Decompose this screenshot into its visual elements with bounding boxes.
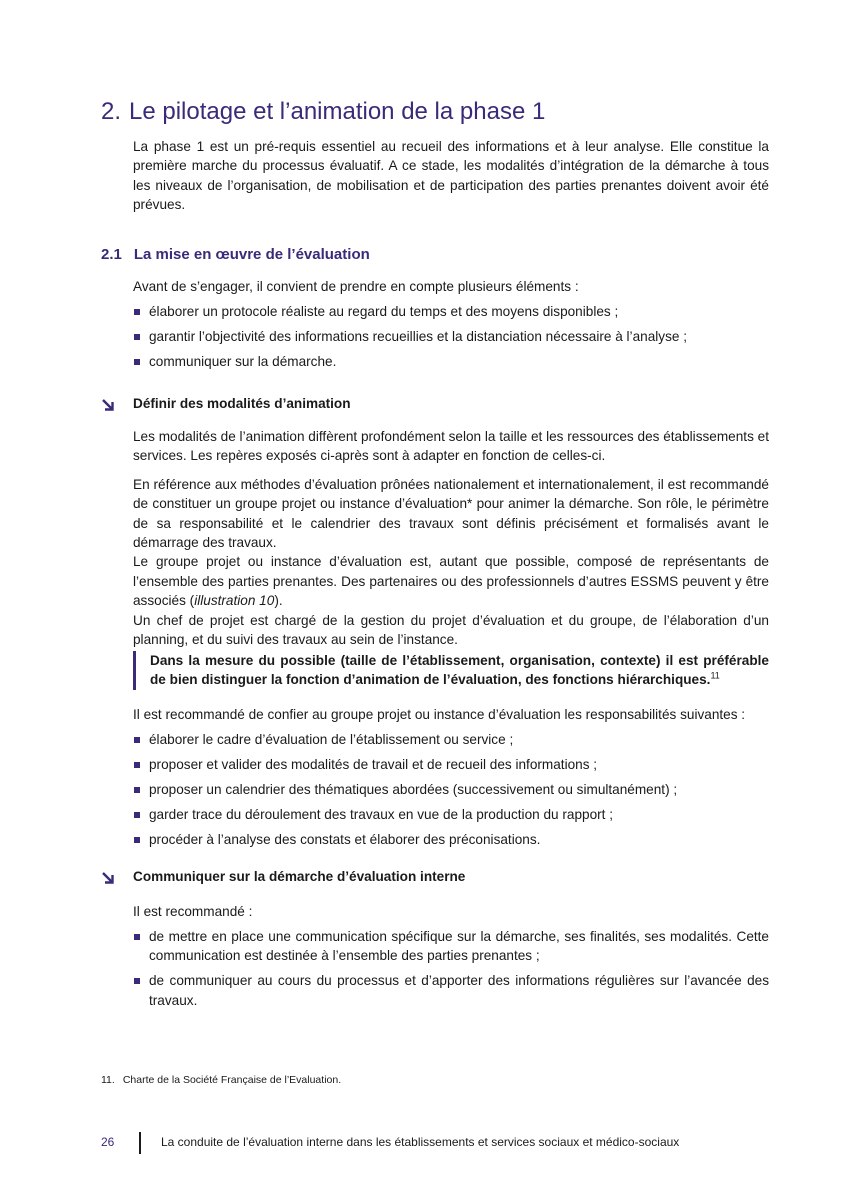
list-item: garantir l’objectivité des informations recueillies et la distanciation nécessaire à l’analyse ; xyxy=(133,327,769,346)
section-heading xyxy=(101,98,545,126)
block2-body xyxy=(133,902,769,1016)
arrow-down-right-icon xyxy=(101,398,115,412)
bullet-square-icon xyxy=(134,737,140,743)
bullet-square-icon xyxy=(134,334,140,340)
subsection-list xyxy=(133,302,769,371)
subsection-body xyxy=(133,277,769,377)
list-item: élaborer le cadre d’évaluation de l’établissement ou service ; xyxy=(133,730,769,749)
footnote xyxy=(101,1074,341,1086)
list-item: garder trace du déroulement des travaux en vue de la production du rapport ; xyxy=(133,805,769,824)
block1-title: Définir des modalités d’animation xyxy=(133,396,351,411)
list-item: communiquer sur la démarche. xyxy=(133,352,769,371)
section-intro-block xyxy=(133,137,769,215)
bullet-square-icon xyxy=(134,762,140,768)
section-title: Le pilotage et l’animation de la phase 1 xyxy=(129,98,546,125)
section-intro: La phase 1 est un pré-requis essentiel au recueil des informations et à leur analyse. Elle constitue la première marche du processus évaluatif. A ce stade, les modalités d’intégration de la démarche à tous les niveaux de l’organisation, de mobilisation et de participation des parties prenantes doivent avoir été prévues. xyxy=(133,139,769,213)
section-number: 2. xyxy=(101,98,122,125)
list-item: proposer un calendrier des thématiques abordées (successivement ou simultanément) ; xyxy=(133,780,769,799)
arrow-down-right-icon xyxy=(101,871,115,885)
bullet-square-icon xyxy=(134,309,140,315)
bullet-square-icon xyxy=(134,837,140,843)
page-footer xyxy=(101,1132,761,1154)
subsection-title: La mise en œuvre de l’évaluation xyxy=(133,246,370,263)
footnote-ref[interactable]: 11 xyxy=(710,670,720,681)
bullet-square-icon xyxy=(134,359,140,365)
block2-list xyxy=(133,927,769,1010)
block1-paragraph-2: En référence aux méthodes d’évaluation prônées nationalement et internationalement, il est recommandé de constituer un groupe projet ou instance d’évaluation* pour animer la démarche. Son rôle, le périmètre de sa responsabilité et le calendrier des travaux sont définis précisément et formalisés avant le démarrage des travaux. xyxy=(133,476,769,551)
footer-divider xyxy=(139,1132,141,1154)
block2-title: Communiquer sur la démarche d’évaluation interne xyxy=(133,869,466,884)
block1-lead: Il est recommandé de confier au groupe projet ou instance d’évaluation les responsabilités suivantes : xyxy=(133,707,746,722)
block1-paragraph-3: Le groupe projet ou instance d’évaluation est, autant que possible, composé de représentants de l’ensemble des parties prenantes. Des partenaires ou des professionnels d’autres ESSMS peuvent y être associés (illustration 10). xyxy=(133,554,769,609)
footnote-text: Charte de la Société Française de l’Evaluation. xyxy=(122,1074,342,1086)
subsection-lead: Avant de s’engager, il convient de prendre en compte plusieurs éléments : xyxy=(133,279,579,294)
footnote-number: 11. xyxy=(101,1074,115,1086)
subsection-number: 2.1 xyxy=(101,246,122,263)
bullet-square-icon xyxy=(134,934,140,940)
block1-body xyxy=(133,427,769,649)
bullet-square-icon xyxy=(134,812,140,818)
list-item: procéder à l’analyse des constats et élaborer des préconisations. xyxy=(133,830,769,849)
highlight-quote: Dans la mesure du possible (taille de l’établissement, organisation, contexte) il est préférable de bien distinguer la fonction d’animation de l’évaluation, des fonctions hiérarchiques.$^{11}$ xyxy=(133,651,769,690)
bullet-square-icon xyxy=(134,978,140,984)
block1-paragraph-4: Un chef de projet est chargé de la gestion du projet d’évaluation et du groupe, de l’élaboration d’un planning, et du suivi des travaux au sein de l’instance. xyxy=(133,612,769,648)
block1-responsibilities xyxy=(133,705,769,855)
bullet-square-icon xyxy=(134,787,140,793)
document-title: La conduite de l’évaluation interne dans les établissements et services sociaux et médico-sociaux xyxy=(161,1135,680,1149)
subsection-heading xyxy=(101,246,370,263)
block2-lead: Il est recommandé : xyxy=(133,904,253,919)
list-item: proposer et valider des modalités de travail et de recueil des informations ; xyxy=(133,755,769,774)
block1-paragraph-1: Les modalités de l’animation diffèrent profondément selon la taille et les ressources des établissements et services. Les repères exposés ci-après sont à adapter en fonction de celles-ci. xyxy=(133,429,769,464)
list-item: de communiquer au cours du processus et d’apporter des informations régulières sur l’avancée des travaux. xyxy=(133,971,769,1010)
list-item: élaborer un protocole réaliste au regard du temps et des moyens disponibles ; xyxy=(133,302,769,321)
block1-list xyxy=(133,730,769,849)
list-item: de mettre en place une communication spécifique sur la démarche, ses finalités, ses modalités. Cette communication est destinée à l’ensemble des parties prenantes ; xyxy=(133,927,769,966)
page-number: 26 xyxy=(101,1135,115,1149)
